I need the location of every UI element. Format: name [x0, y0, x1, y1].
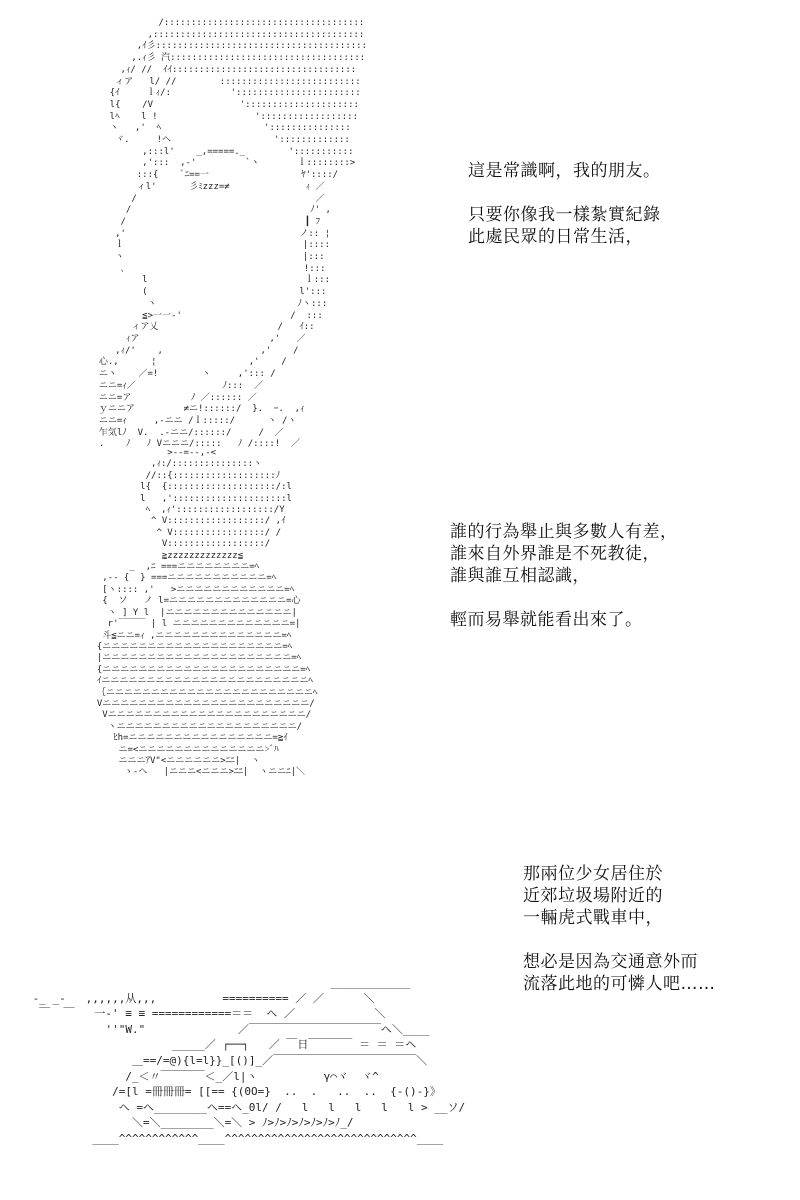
- caption-line: 誰與誰互相認識，: [450, 566, 590, 586]
- caption-line: 只要你像我一樣紮實紀錄: [468, 205, 661, 225]
- caption-line: 流落此地的可憐人吧……: [523, 974, 716, 994]
- caption-line: 誰的行為舉止與多數人有差，: [450, 522, 678, 542]
- caption-line: 近郊垃圾場附近的: [523, 886, 663, 906]
- tiger-tank-ascii-art: ____________ -_ _- ,,,,,,从,,, ========== ／ ／ ＼ ￣ ￣ 一‐' ≡ ≡ ============＝＝ ヘ ／ ＼ ''"W." ／￣￣￣￣￣￣￣￣￣￣￣￣ヘ＼____ _____／ ┌──┐ ／ ￣日￣￣￣￣ ＝ ＝ ＝ヘ ＿==/=@){l=l}}_[()]_／￣￣￣￣￣￣￣￣￣￣￣￣￣＼ /_＜〃￣￣￣￣＜_／l|ヽ γ⌒ヾ ヾ^ /=[l =冊冊冊= [[== {(0O=} .. . .. .. {-()-}》 ヘ =ヘ________ヘ==ヘ_0l/ / l l l l l > __ソ/ ＼=＼________＼=＼ > ﾉ>ﾉ>ﾉ>ﾉ>ﾉ>ﾉ>ﾉ_/ ____^^^^^^^^^^^^____^^^^^^^^^^^^^^^^^^^^^^^^^^^^^____: [32, 976, 466, 1145]
- caption-line: 輕而易舉就能看出來了。: [450, 610, 643, 630]
- caption-panel-1: [468, 160, 661, 248]
- paragraph-gap: [468, 182, 661, 204]
- man-with-glasses-ascii-art: /::::::::::::::::::::::::::::::::::::: ,::::::::::::::::::::::::::::::::::::::: ,ｲ彡::::::::::::::::::::::::::::::::::::::: ,.ｨ彡 汽:::::::::::::::::::::::::::::::::::: ,ｨ/ // ｲｲ:::::::::::::::::::::::::::::::::: ィア l/ // :::::::::::::::::::::::::: {ｲ ｌｨ/: '::::::::::::::::::::::: l{ /V '::::::::::::::::::::: lﾍ l ! ':::::::::::::::::: ヽ ,' ﾍ '::::::::::::::: ヾ. !ヘ '::::::::::::: ,:::l' _,=====._ '::::::::::: ,'::: ,-' `ヽ ｌ::::::::> :::{ ﾞﾆ==一 ﾔ'::::/ ィl' 彡ﾐzzz=≠ ｨ ／ / ／ / ﾉ' , / ┃ ﾌ ,' ノ:: ¦ ｌ |:::: ヽ |::: ､ !::: l ｌ::: ( l'::: ヽ ﾉヽ::: ≦>一一‐' / ::: ィア乂 / ｲ:: ｨア ,' ／ ,ｨ/' , ,' / 心., ¦ ,' / ニヽ ／=! ヽ ,'::: / ニニ=ｨ／ ﾉ::: ／ ニニ=ア ﾉ ／:::::: ／ ｙニニア ≠ニ!::::::/ }. ｰ. ,ｨ ニニ=ｨ ,-ニニ /ｌ:::::/ ヽ /ヽ 乍気lﾉ V. .‐ニニ/::::::/ / ／ . ﾉ ﾉ Vニニニ/::::: ﾉ /::::! ／: [98, 18, 368, 450]
- caption-line: 想必是因為交通意外而: [523, 952, 698, 972]
- caption-line: 這是常識啊，我的朋友。: [468, 161, 661, 181]
- caption-line: 此處民眾的日常生活，: [468, 227, 643, 247]
- paragraph-gap: [450, 587, 678, 609]
- caption-line: 那兩位少女居住於: [523, 864, 663, 884]
- caption-line: 一輛虎式戰車中，: [523, 908, 663, 928]
- caption-panel-2: [450, 521, 678, 631]
- caption-panel-3: [523, 863, 716, 995]
- caption-line: 誰來自外界誰是不死教徒，: [450, 544, 660, 564]
- butler-with-cup-ascii-art: >-‐=‐‐,-< ,ｨ:/:::::::::::::::ヽ //::{:::::::::::::::::::ﾉ l{ {::::::::::::::::::::/:l l ,':::::::::::::::::::::l ﾍ ,ｨ'::::::::::::::::::/Y ^ V::::::::::::::::::/ ,ｲ ^ V:::::::::::::::::/ / V::::::::::::::::::/ ≧zzzzzzzzzzzzz≦ _ ,ﾆ ===ニニニニニニニニ=ﾍ ,‐‐ { } ===ニニニニニニニニニニニ=ﾍ [ヽ:::: ,' >ニニニニニニニニニニニニ=ﾍ { ソ ノ l=ニニニニニニニニニニニニニ=心 ヽ ] Y l |ニニニニニニニニニニニニニニ| r'￣￣￣ | l ニニニニニニニニニニニニニ=| 斗≦ニニ=ｨ ,ニニニニニニニニニニニニニニ=ﾍ {ニニニニニニニニニニニニニニニニニニニニ=ﾍ |ニニニニニニニニニニニニニニニニニニニニニ=ﾍ {ニニニニニニニニニニニニニニニニニニニニニニ=ﾍ ｲニニニニニニニニニニニニニニニニニニニニニニニﾍ ｛ニニニニニニニニニニニニニニニニニニニニニニニﾍ Vニニニニニニニニニニニニニニニニニニニニニニニ/ Vニニニニニニニニニニニニニニニニニニニニニニ/ ヽニニニニニニニニニニニニニニニニニニニニ/ ﾋh=ニニニニニニニニニニニニニニニニ=≧ｲ ニ=<ニニニニニニニニニニニニニニ>ﾞﾊ ニニニｱV"<ニニニニニニ>ﾆﾆ| ヽ ゝ‐ヘ |ニニニ<ニニニ>ﾆﾆ| ヽニニﾆ|＼: [96, 448, 318, 778]
- paragraph-gap: [523, 929, 716, 951]
